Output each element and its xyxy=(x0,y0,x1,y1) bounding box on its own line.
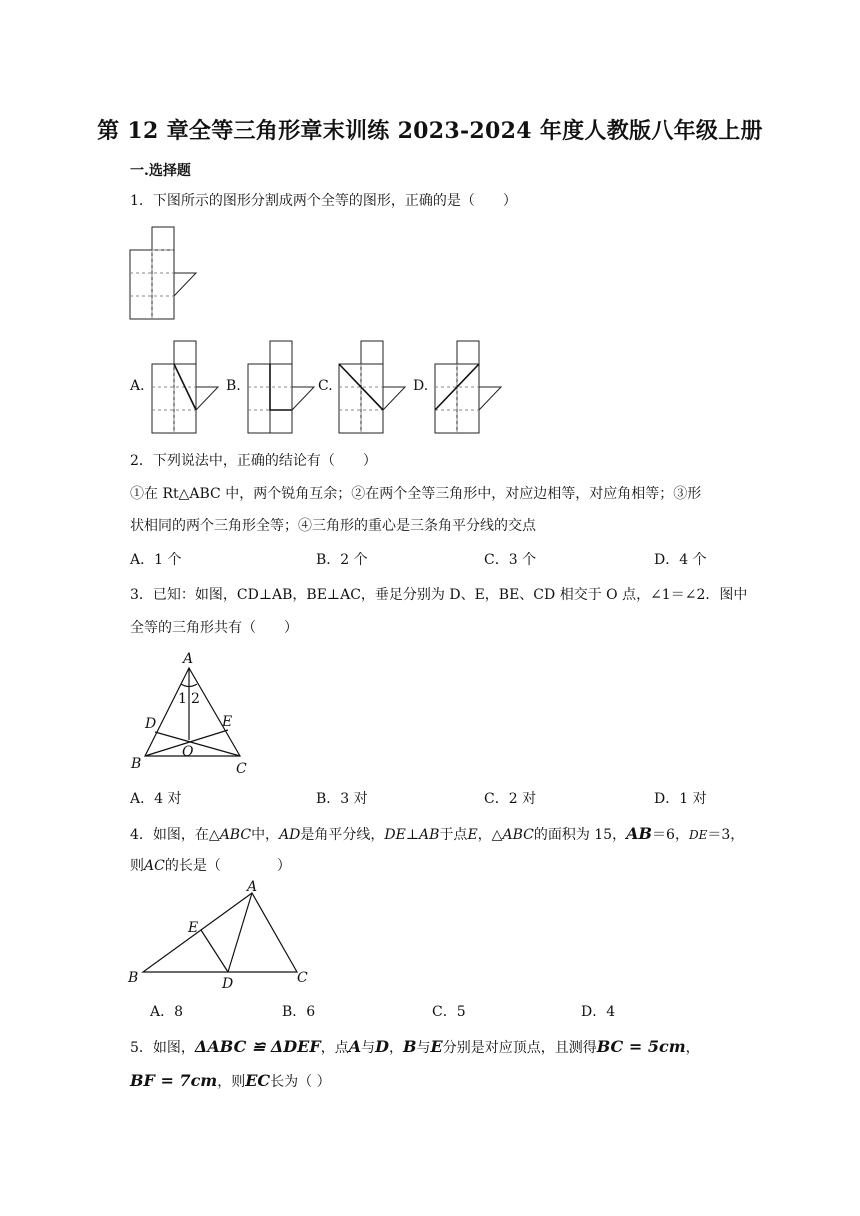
q4-option-b: B．6 xyxy=(282,1004,316,1020)
q4-label-e: E xyxy=(188,920,199,936)
q3-option-a: A．4 对 xyxy=(130,791,182,807)
q3-label-o: O xyxy=(182,744,194,760)
q3-label-b: B xyxy=(131,756,142,772)
q3-label-e: E xyxy=(222,714,233,730)
q2-option-b: B．2 个 xyxy=(316,552,368,568)
q4-option-d: D．4 xyxy=(581,1004,616,1020)
page-title: 第 12 章全等三角形章末训练 2023-2024 年度人教版八年级上册 xyxy=(97,118,763,144)
q3-label-c: C xyxy=(236,761,247,777)
question-2-body-line-1: ①在 Rt△ABC 中，两个锐角互余；②在两个全等三角形中，对应边相等，对应角相等；③形 xyxy=(130,486,702,502)
question-3-figure xyxy=(125,648,265,778)
question-1-stem: 1．下图所示的图形分割成两个全等的图形，正确的是（ ） xyxy=(130,193,517,209)
q1-option-a-figure xyxy=(147,336,217,436)
q1-option-c-figure xyxy=(334,336,404,436)
q2-option-c: C．3 个 xyxy=(484,552,537,568)
question-2-stem: 2．下列说法中，正确的结论有（ ） xyxy=(130,453,377,469)
q3-label-1: 1 xyxy=(178,691,187,707)
q3-option-c: C．2 对 xyxy=(484,791,537,807)
question-3-stem-line-2: 全等的三角形共有（ ） xyxy=(130,620,298,636)
q4-option-a: A．8 xyxy=(150,1004,184,1020)
question-3-stem-line-1: 3．已知：如图，CD⊥AB，BE⊥AC，垂足分别为 D、E，BE、CD 相交于 O 点，∠1＝∠2．图中 xyxy=(130,587,748,603)
q2-option-d: D．4 个 xyxy=(654,552,707,568)
question-2-body-line-2: 状相同的两个三角形全等；④三角形的重心是三条角平分线的交点 xyxy=(130,518,536,534)
question-5-stem-line-1: 5．如图，ΔABC ≌ ΔDEF，点A与D，B与E分别是对应顶点，且测得BC = 5cm， xyxy=(130,1037,700,1056)
question-4-stem-line-2: 则AC的长是（ ） xyxy=(130,858,291,874)
q1-option-b-label: B. xyxy=(226,378,241,394)
q1-option-b-figure xyxy=(243,336,313,436)
q1-option-a-label: A. xyxy=(130,378,145,394)
q3-label-d: D xyxy=(145,716,157,732)
question-1-figure xyxy=(125,222,195,322)
q3-option-b: B．3 对 xyxy=(316,791,368,807)
q2-option-a: A．1 个 xyxy=(130,552,182,568)
q4-option-c: C．5 xyxy=(432,1004,466,1020)
question-4-stem-line-1: 4．如图，在△ABC中，AD是角平分线，DE⊥AB于点E，△ABC的面积为 15，AB＝6，DE＝3， xyxy=(130,824,745,843)
q3-option-d: D．1 对 xyxy=(654,791,707,807)
question-5-stem-line-2: BF = 7cm，则EC长为（ ） xyxy=(130,1071,331,1090)
q4-label-c: C xyxy=(297,970,308,986)
q4-label-a: A xyxy=(247,879,258,895)
q1-option-c-label: C. xyxy=(318,378,333,394)
q3-label-a: A xyxy=(183,651,194,667)
q1-option-d-figure xyxy=(430,336,500,436)
q1-option-d-label: D. xyxy=(413,378,429,394)
question-4-figure xyxy=(125,880,325,990)
section-heading: 一.选择题 xyxy=(130,163,191,179)
q4-label-b: B xyxy=(128,970,139,986)
q4-label-d: D xyxy=(222,976,234,992)
q3-label-2: 2 xyxy=(191,691,200,707)
